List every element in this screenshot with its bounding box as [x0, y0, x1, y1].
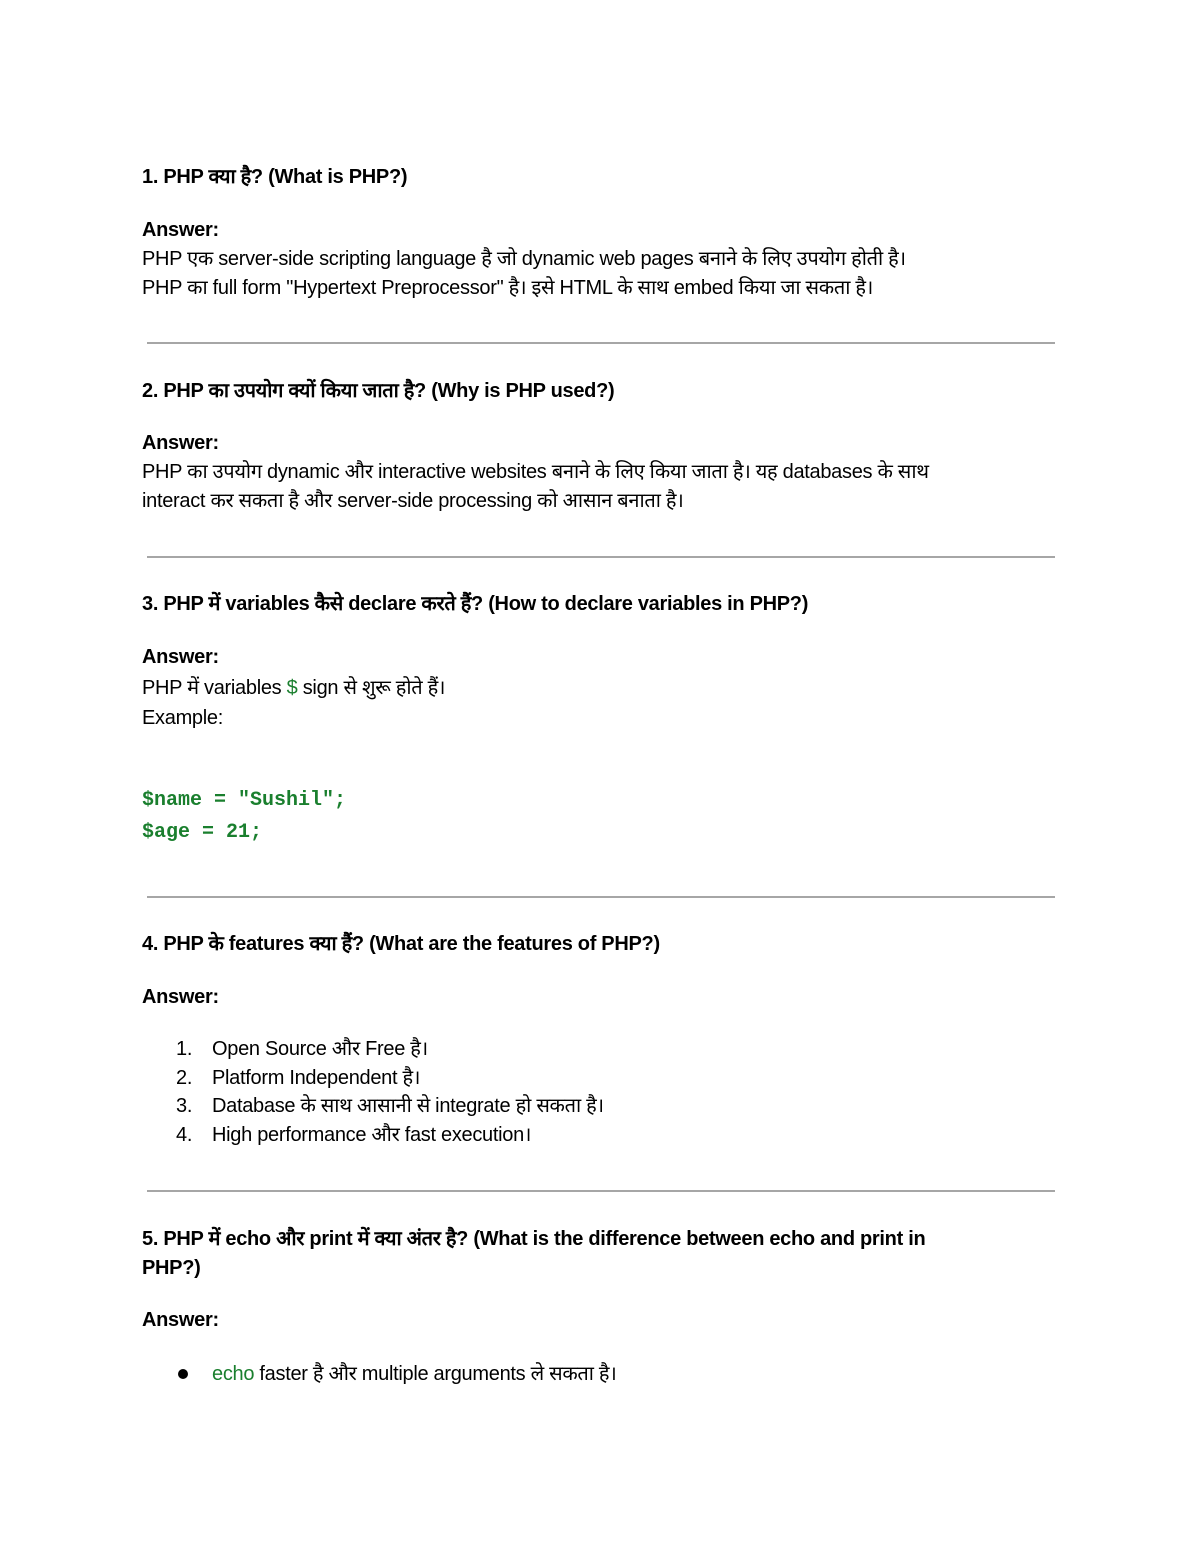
section-divider	[147, 556, 1055, 558]
list-text: Platform Independent है।	[212, 1067, 421, 1089]
question-5-heading-line-2: PHP?)	[142, 1257, 201, 1279]
question-2-heading: 2. PHP का उपयोग क्यों किया जाता है? (Why is PHP used?)	[142, 380, 615, 402]
answer-1-line-2: PHP का full form "Hypertext Preprocessor" है। इसे HTML के साथ embed किया जा सकता है।	[142, 277, 873, 299]
list-text: High performance और fast execution।	[212, 1124, 532, 1146]
question-1-heading: 1. PHP क्या है? (What is PHP?)	[142, 166, 408, 188]
list-number: 1.	[176, 1038, 193, 1060]
section-divider	[147, 896, 1055, 898]
bullet-list-item	[178, 1360, 617, 1389]
question-3-heading: 3. PHP में variables कैसे declare करते हैं? (How to declare variables in PHP?)	[142, 593, 809, 615]
list-number: 3.	[176, 1095, 193, 1117]
answer-2-line-2: interact कर सकता है और server-side processing को आसान बनाता है।	[142, 490, 684, 512]
answer-3-suffix: sign से शुरू होते हैं।	[297, 677, 446, 699]
list-text: Database के साथ आसानी से integrate हो सकता है।	[212, 1095, 604, 1117]
answer-2-line-1: PHP का उपयोग dynamic और interactive websites बनाने के लिए किया जाता है। यह databases के साथ	[142, 461, 929, 483]
question-4-heading: 4. PHP के features क्या हैं? (What are the features of PHP?)	[142, 933, 660, 955]
bullet-text: faster है और multiple arguments ले सकता है।	[254, 1363, 617, 1385]
example-label: Example:	[142, 707, 223, 729]
list-number: 4.	[176, 1124, 193, 1146]
answer-3-line-1	[142, 674, 1057, 703]
section-divider	[147, 342, 1055, 344]
echo-highlight: echo	[212, 1363, 255, 1385]
feature-list-item	[176, 1092, 604, 1121]
bullet-dot-icon	[178, 1369, 188, 1379]
code-line-1: $name = "Sushil";	[142, 789, 347, 812]
answer-5-label: Answer:	[142, 1309, 219, 1331]
question-5-heading-line-1: 5. PHP में echo और print में क्या अंतर है? (What is the difference between echo and print in	[142, 1228, 926, 1250]
answer-3-prefix: PHP में variables	[142, 677, 287, 699]
code-line-2: $age = 21;	[142, 821, 263, 844]
feature-list-item	[176, 1064, 420, 1093]
answer-1-line-1: PHP एक server-side scripting language है जो dynamic web pages बनाने के लिए उपयोग होती है।	[142, 248, 906, 270]
dollar-sign-highlight: $	[286, 677, 298, 699]
answer-3-label: Answer:	[142, 646, 219, 668]
list-number: 2.	[176, 1067, 193, 1089]
answer-4-label: Answer:	[142, 986, 219, 1008]
feature-list-item	[176, 1121, 531, 1150]
list-text: Open Source और Free है।	[212, 1038, 428, 1060]
answer-1-label: Answer:	[142, 219, 219, 241]
answer-2-label: Answer:	[142, 432, 219, 454]
section-divider	[147, 1190, 1055, 1192]
feature-list-item	[176, 1035, 428, 1064]
